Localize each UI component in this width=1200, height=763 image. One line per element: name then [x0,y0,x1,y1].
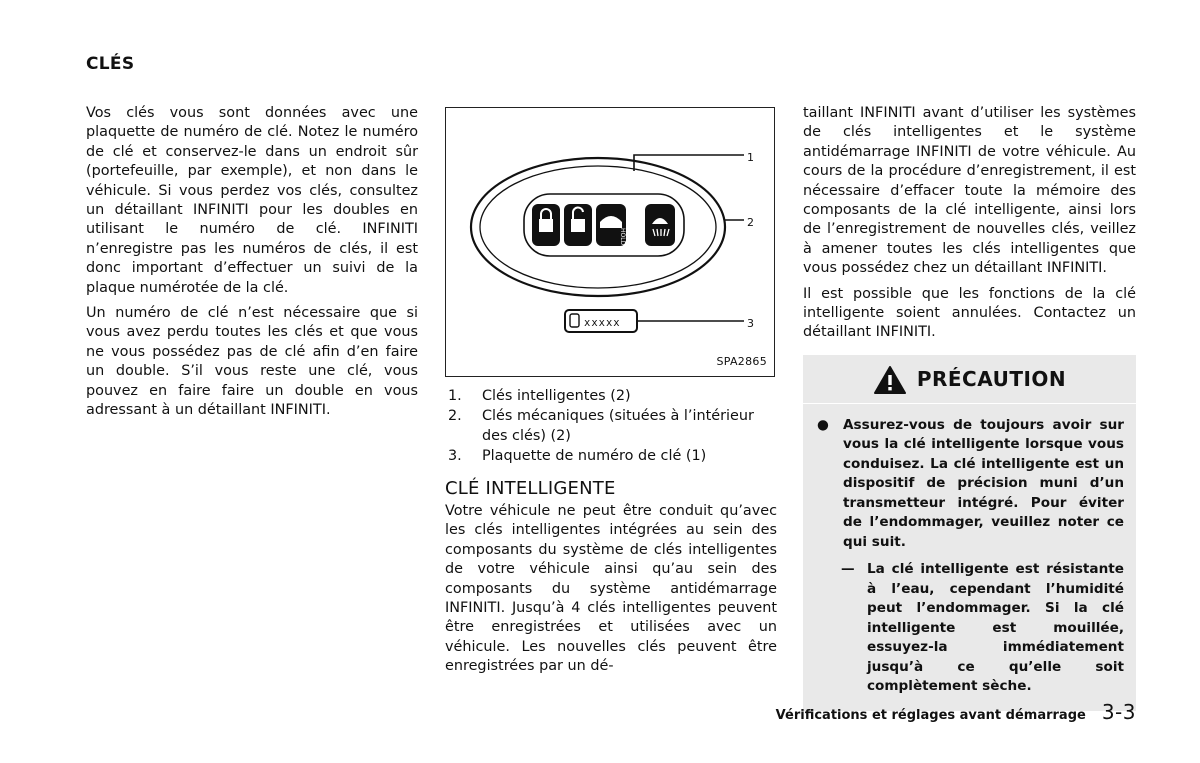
list-item-number: 3. [448,448,462,465]
caution-sub-item [815,560,1124,697]
caution-item-text: Assurez-vous de toujours avoir sur vous la clé intelligente lorsque vous conduisez. La clé intelligente est un dispositif de précision muni d’un transmetteur intégré. Pour éviter de l’endommager, veuillez noter ce qui suit. [843,416,1124,550]
key-fob-drawing [446,108,776,378]
column-right [803,104,1136,711]
caution-header [803,365,1136,404]
list-item [445,447,777,466]
paragraph: taillant INFINITI avant d’utiliser les systèmes de clés intelligentes et le système antidémarrage INFINITI de votre véhicule. Au cours de la procédure d’enregistrement, il est nécessaire d’effacer toute la mémoire des composants de la clé intelligente, ainsi lors de l’enregistrement de nouvelles clés, veillez à amener toutes les clés intelligentes que vous possédez chez un détaillant INFINITI. [803,105,1136,277]
bullet-icon: ● [817,416,829,433]
list-item-text: Clés intelligentes (2) [482,388,631,404]
callout-number-1: 1 [747,151,754,164]
section-title: CLÉS [86,54,135,74]
list-item-number: 1. [448,388,462,404]
page-number: 3-3 [1101,700,1136,724]
panic-button-icon [645,204,675,246]
paragraph: Il est possible que les fonctions de la clé intelligente soient annulées. Contactez un détaillant INFINITI. [803,285,1136,341]
list-item-text: Clés mécaniques (situées à l’intérieur des clés) (2) [482,408,754,444]
paragraph: Vos clés vous sont données avec une plaquette de numéro de clé. Notez le numéro de clé et conservez-le dans un endroit sûr (portefeuille, par exemple), et non dans le véhicule. Si vous perdez vos clés, consultez un détaillant INFINITI pour les doubles en utilisant le numéro de clé. INFINITI n’enregistre pas les numéros de clés, il est donc important d’effectuer un suivi de la plaque numérotée de la clé. [86,105,418,296]
paragraph: Votre véhicule ne peut être conduit qu’avec les clés intelligentes intégrées au sein des composants du système de clés intelligentes de votre véhicule ainsi qu’au sein des composants du système antidémarrage INFINITI. Jusqu’à 4 clés intelligentes peuvent être enregistrées et utilisées avec un véhicule. Les nouvelles clés peuvent être enregistrées par un dé- [445,503,777,675]
list-item [445,387,777,406]
list-item-text: Plaquette de numéro de clé (1) [482,448,707,465]
list-item [445,407,777,446]
footer-chapter-title: Vérifications et réglages avant démarrage [775,708,1086,723]
hold-label: HOLD [619,228,626,246]
page-footer [776,700,1136,724]
caution-title: PRÉCAUTION [916,367,1067,392]
column-left [86,104,418,427]
list-item-number: 2. [448,408,462,425]
paragraph: Un numéro de clé n’est nécessaire que si vous avez perdu toutes les clés et que vous ne vous possédez pas de clé afin d’en faire un double. S’il vous reste une clé, vous pouvez en faire faire un double en vous adressant à un détaillant INFINITI. [86,305,418,419]
column-middle [445,107,777,683]
figure-legend-list [445,387,777,467]
callout-number-2: 2 [747,216,754,229]
callout-number-3: 3 [747,317,754,330]
caution-box [803,355,1136,711]
plate-number-text: xxxxx [584,317,621,329]
subheading-smart-key: CLÉ INTELLIGENTE [445,477,616,499]
warning-triangle-icon [873,365,907,395]
key-illustration-figure [445,107,775,377]
plate-marker-icon [570,314,579,327]
caution-sub-item-text: La clé intelligente est résistante à l’eau, cependant l’humidité peut l’endommager. Si la clé intelligente est mouillée, essuyez-la immédiatement jusqu’à ce qu’elle soit complètement sèche. [867,561,1124,695]
caution-item [815,416,1124,553]
figure-code: SPA2865 [716,354,767,368]
dash-marker: — [841,561,855,578]
